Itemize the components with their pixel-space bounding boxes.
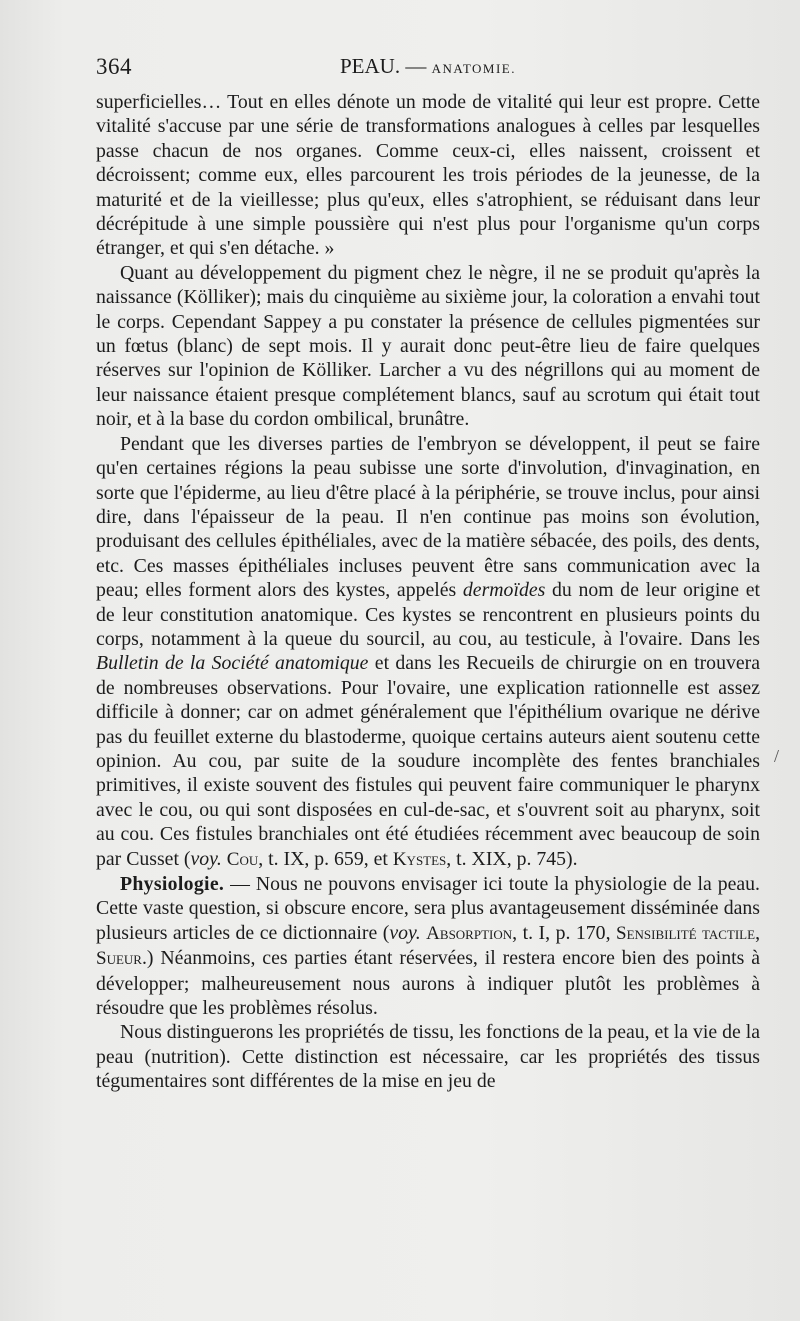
italic-journal-title: Bulletin de la Société anatomique (96, 652, 369, 675)
crossref-kystes: Kystes (392, 848, 447, 870)
paragraph-pigment: Quant au développement du pigment chez le nègre, il ne se produit qu'après la naissance (Kölliker); mais du cinquième au sixième jour, la coloration a envahi tout le corps. Cependant Sappey a pu constater la présence de cellules pigmentées sur un fœtus (blanc) de sept mois. Il y aurait donc peut-être lieu de faire quelques réserves sur l'opinion de Kölliker. Larcher a vu des négrillons qui au moment de leur naissance étaient presque complétement blancs, sauf au scrotum qui était tout noir, et à la base du cordon ombilical, brunâtre. (96, 261, 760, 431)
paragraph-distinction: Nous distinguerons les propriétés de tissu, les fonctions de la peau, et la vie de la peau (nutrition). Cette distinction est nécessaire, car les propriétés des tissus tégumentaires sont différentes de la mise en jeu de (96, 1021, 760, 1093)
page-header (96, 54, 760, 84)
text-run: , t. I, p. 170, (512, 921, 617, 944)
running-title: PEAU. (340, 54, 401, 78)
paragraph-continuation: superficielles… Tout en elles dénote un mode de vitalité qui leur est propre. Cette vitalité s'accuse par une série de transformations analogues à celles par lesquelles passe chacun de nos organes. Comme ceux-ci, elles naissent, croissent et décroissent; comme eux, elles parcourent les trois périodes de la jeunesse, de la maturité et de la vieillesse; plus qu'eux, elles s'atrophient, se réduisant dans leur décrépitude à une simple poussière qui n'est plus pour l'organisme qu'un corps étranger, et qui s'en détache. » (96, 91, 760, 260)
page-number: 364 (96, 54, 132, 79)
crossref-sensibilite: Sensibilité tactile (616, 922, 756, 944)
italic-voy: voy. (190, 847, 222, 870)
page-body (96, 90, 760, 1094)
paragraph-physiologie (96, 872, 760, 1020)
section-heading-physiologie: Physiologie. (120, 873, 225, 895)
text-run: du nom de leur origine et de leur constitution anatomique. Ces kystes se rencontrent en plusieurs points du corps, notamment à la queue du sourcil, au cou, au testicule, à l'ovaire. Dans les (96, 579, 760, 650)
running-subtitle: ANATOMIE. (431, 61, 516, 76)
crossref-sueur: Sueur (96, 948, 142, 970)
text-run: et dans les Recueils de chirurgie on en trouvera de nombreuses observations. Pour l'ovaire, une explication rationnelle est assez difficile à donner; car on admet généralement que l'épithélium ovarique ne dérive pas du feuillet externe du blastoderme, quoique certains auteurs aient soutenu cette opinion. Au cou, par suite de la soudure incomplète des fentes branchiales primitives, il existe souvent des fistules qui peuvent faire communiquer le pharynx avec le cou, ou qui sont disposées en cul-de-sac, et s'ouvrent soit au pharynx, soit au cou. Ces fistules branchiales ont été étudiées récemment avec beaucoup de soin par Cusset ( (96, 652, 760, 870)
text-run: , t. XIX, p. 745). (446, 847, 578, 870)
text-run: .) Néanmoins, ces parties étant réservées, il restera encore bien des points à développer; malheureusement nous aurons à indiquer plutôt les problèmes à résoudre que les problèmes résolus. (96, 947, 760, 1020)
running-dash: — (405, 54, 427, 78)
paragraph-embryon (96, 432, 760, 872)
running-head (96, 54, 760, 79)
crossref-absorption: Absorption (426, 922, 513, 944)
crossref-cou: Cou (226, 848, 259, 870)
text-run: , t. IX, p. 659, et (258, 847, 393, 870)
margin-pencil-mark: / (774, 746, 780, 766)
italic-term-dermoides: dermoïdes (462, 579, 546, 602)
italic-voy: voy. (389, 921, 421, 944)
text-run: , (755, 921, 761, 944)
text-run: Pendant que les diverses parties de l'embryon se développent, il peut se faire qu'en certaines régions la peau subisse une sorte d'involution, d'invagination, en sorte que l'épiderme, au lieu d'être placé à la périphérie, se trouve inclus, pour ainsi dire, dans l'épaisseur de la peau. Il n'en continue pas moins son évolution, produisant des cellules épithéliales, avec de la matière sébacée, des poils, des dents, etc. Ces masses épithéliales incluses peuvent être sans communication avec la peau; elles forment alors des kystes, appelés (96, 432, 760, 602)
text-run: — Nous ne pouvons envisager ici toute la physiologie de la peau. Cette vaste question, si obscure encore, sera plus avantageusement disséminée dans plusieurs articles de ce dictionnaire ( (96, 873, 760, 944)
